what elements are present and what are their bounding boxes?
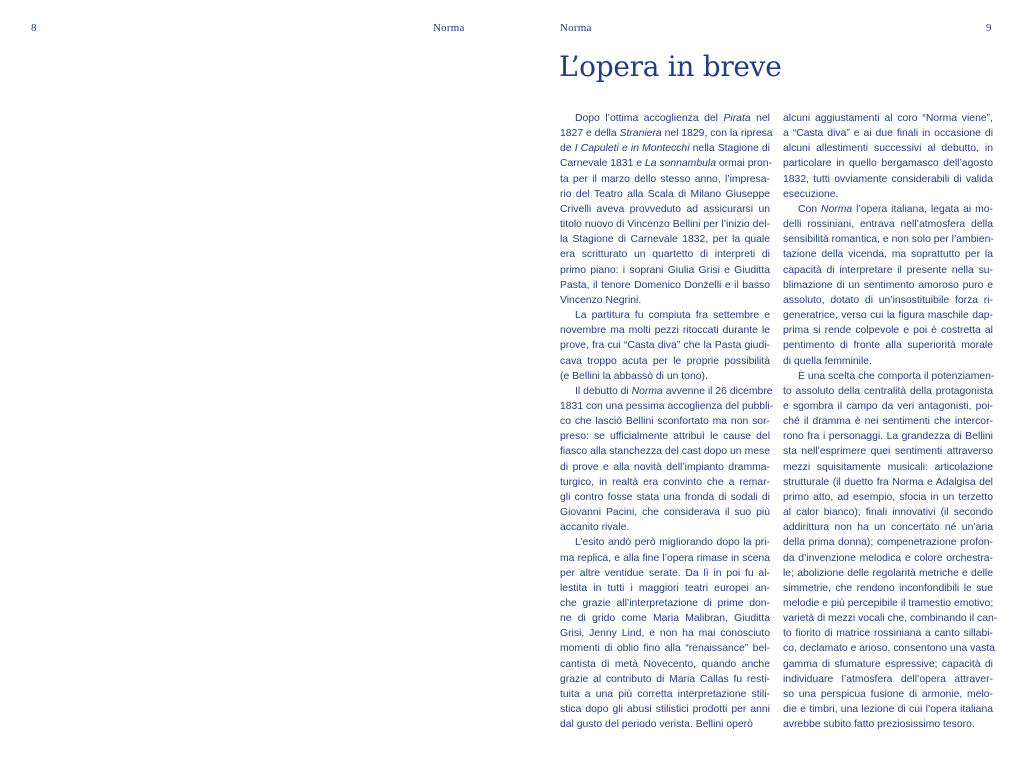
text-line (560, 369, 770, 384)
text-line (783, 520, 993, 535)
text-line (560, 611, 770, 626)
text-segment: di prove e alla novità dell’impianto dramma- (560, 461, 770, 473)
text-line (783, 551, 993, 566)
text-line (560, 581, 770, 596)
text-line (783, 460, 993, 475)
text-segment: Carnevale 1831 e (560, 158, 645, 170)
text-line (783, 187, 993, 202)
text-line (560, 399, 774, 414)
text-segment: Pasta, il tenore Domenico Donzelli e il basso (560, 279, 770, 291)
text-line (783, 338, 993, 353)
text-line (783, 717, 993, 732)
italic-title: Straniera (619, 128, 662, 140)
text-line (783, 172, 993, 187)
text-segment: de (560, 143, 575, 155)
text-segment: to assoluto della centralità della protagonista (783, 385, 993, 397)
text-line (560, 444, 770, 459)
text-segment: to fiorito di matrice rossiniana a canto sillabi- (783, 628, 993, 640)
text-line (783, 384, 993, 399)
text-line (560, 278, 770, 293)
text-segment: gli contro fosse stata una fronda di sodali di (560, 491, 770, 503)
text-line (560, 187, 770, 202)
text-segment: prove, fra cui “Casta diva” che la Pasta giudi- (560, 340, 770, 352)
text-segment: novembre ma molti pezzi ritoccati durante le (560, 325, 770, 337)
text-line (560, 263, 770, 278)
text-segment: assoluto, dotato di un’insostituibile forza ri- (783, 294, 993, 306)
text-segment: simmetrie, che rendono inconfondibili le sue (783, 582, 993, 594)
text-segment: titolo nuovo di Vincenzo Bellini per l’inizio del- (560, 219, 770, 231)
text-segment: fiasco alla stanchezza del cast dopo un mese (560, 446, 770, 458)
text-segment: avrebbe subito fatto preziosissimo tesoro. (783, 719, 975, 731)
text-segment: era scritturato un quartetto di interpreti di (560, 249, 770, 261)
text-line (783, 354, 993, 369)
text-segment: particolare in quello bergamasco dell’agosto (783, 158, 993, 170)
text-segment: prima si rende colpevole e poi è costretta al (783, 325, 993, 337)
text-line (783, 490, 993, 505)
text-segment: 1831 con una pessima accoglienza del pubbli- (560, 400, 774, 412)
text-segment: gamma di sfumature espressive; capacità di (783, 658, 993, 670)
text-line (783, 232, 993, 247)
text-line (560, 429, 770, 444)
text-line (783, 399, 993, 414)
text-segment: turgico, in realtà era convinto che a remar- (560, 476, 770, 488)
text-segment: die e timbri, una lezione di cui l’opera italiana (783, 704, 993, 716)
text-line (783, 611, 998, 626)
text-line (560, 293, 770, 308)
text-line (560, 702, 770, 717)
text-segment: 1832, tutti ovviamente considerabili di valida (783, 173, 993, 185)
text-segment: alcuni allestimenti successivi al debutto, in (783, 143, 993, 155)
text-line (560, 687, 770, 702)
text-segment: le; abolizione delle regolarità metriche e delle (783, 567, 993, 579)
text-line (560, 141, 770, 156)
text-line (560, 247, 770, 262)
text-segment: tuita a una più corretta interpretazione stili- (560, 688, 770, 700)
text-segment: Dopo l’ottima accoglienza del (575, 113, 724, 124)
text-line (560, 172, 770, 187)
text-segment: Grisi, Jenny Lind, e non ha mai conosciuto (560, 628, 770, 640)
text-segment: avvenne il 26 dicembre (662, 385, 773, 397)
text-segment: e sgombra il campo da veri antagonisti, poi- (783, 400, 993, 412)
text-segment: delli rossiniani, entrava nell’atmosfera della (783, 219, 993, 231)
text-line (560, 535, 770, 550)
right-running-head: Norma (560, 22, 592, 34)
text-line (560, 551, 770, 566)
text-segment: strutturale (il duetto fra Norma e Adalgisa del (783, 476, 993, 488)
text-segment: stica dopo gli abusi stilistici prodotti per anni (560, 704, 770, 716)
text-line (783, 263, 993, 278)
text-segment: Vincenzo Negrini. (560, 294, 642, 306)
text-column-left (560, 111, 774, 732)
text-line (783, 626, 993, 641)
text-line (783, 702, 993, 717)
text-line (783, 657, 993, 672)
text-line (560, 505, 770, 520)
text-segment: varietà di mezzi vocali che, combinando il can- (783, 613, 998, 625)
text-segment: dal gusto del periodo verista. Bellini operò (560, 719, 753, 731)
text-line (783, 202, 993, 217)
text-segment: tazione della vicenda, ma soprattutto per la (783, 249, 993, 261)
text-segment: ormai pron- (715, 158, 772, 170)
text-line (560, 111, 770, 126)
text-segment: cantista di metà Novecento, quando anche (560, 658, 770, 670)
text-line (560, 156, 770, 171)
text-line (560, 641, 770, 656)
text-line (783, 535, 993, 550)
text-line (783, 687, 993, 702)
text-line (783, 566, 993, 581)
text-line (560, 217, 770, 232)
left-page-number: 8 (31, 22, 37, 34)
text-line (783, 641, 993, 656)
text-segment: Il debutto di (575, 385, 632, 397)
text-segment: nel (750, 113, 770, 124)
text-segment: primo atto, ad esempio, sfocia in un terzetto (783, 491, 993, 503)
text-segment: pentimento di fronte alla superiorità morale (783, 340, 993, 352)
text-line (783, 369, 993, 384)
text-line (783, 278, 993, 293)
text-segment: blimazione di un sentimento amoroso puro e (783, 279, 993, 291)
text-line (783, 217, 993, 232)
text-segment: rio del Teatro alla Scala di Milano Giuseppe (560, 188, 770, 200)
text-line (783, 141, 993, 156)
italic-title: Norma (631, 385, 663, 397)
text-segment: cava troppo acuta per le proprie possibilità (560, 355, 770, 367)
text-line (560, 475, 770, 490)
text-line (783, 596, 993, 611)
text-line (560, 596, 770, 611)
text-line (560, 490, 770, 505)
text-line (783, 429, 993, 444)
left-running-head: Norma (433, 22, 465, 34)
text-segment: Giovanni Pacini, che considerava il suo più (560, 507, 770, 519)
text-segment: sensibilità romantica, e non solo per l’ambien- (783, 234, 994, 246)
text-segment: esecuzione. (783, 188, 839, 200)
text-line (560, 232, 770, 247)
text-segment: È una scelta che comporta il potenziamen- (798, 370, 995, 382)
italic-title: Pirata (723, 113, 751, 124)
text-segment: La partitura fu compiuta fra settembre e (575, 310, 770, 322)
text-segment: lestita in tutti i maggiori teatri europei an- (560, 582, 770, 594)
text-segment: preso: se ufficialmente attribuì le cause del (560, 431, 770, 443)
text-segment: sta nell’esprimere quei sentimenti attraverso (783, 446, 993, 458)
text-segment: ma replica, e alla fine l’opera rimase in scena (560, 552, 770, 564)
page-title: L’opera in breve (559, 50, 782, 83)
text-segment: primo piano: i soprani Giulia Grisi e Giuditta (560, 264, 770, 276)
text-line (560, 717, 770, 732)
text-line (783, 156, 993, 171)
text-segment: ta per il marzo dello stesso anno, l’impresa- (560, 173, 770, 185)
text-line (783, 414, 993, 429)
text-segment: accanito rivale. (560, 522, 630, 534)
text-segment: Crivelli aveva provveduto ad assicurarsi un (560, 203, 770, 215)
text-segment: ne di grido come Maria Malibran, Giuditta (560, 613, 770, 625)
text-segment: addirittura non ha un concertato né un’aria (783, 522, 993, 534)
text-segment: Con (798, 203, 821, 215)
text-segment: al calor bianco); finali innovativi (il secondo (783, 507, 993, 519)
text-segment: individuare l’atmosfera dell’opera attraver- (783, 673, 993, 685)
text-line (560, 323, 770, 338)
text-line (560, 626, 770, 641)
italic-title: La sonnambula (644, 158, 716, 170)
text-segment: so una perspicua fusione di armonie, melo- (783, 688, 993, 700)
text-line (560, 414, 770, 429)
text-line (560, 202, 770, 217)
text-line (560, 354, 770, 369)
text-segment: l’opera italiana, legata ai mo- (852, 203, 994, 215)
text-line (560, 672, 770, 687)
text-line (783, 308, 993, 323)
text-line (560, 308, 770, 323)
text-segment: co che lasciò Bellini sconfortato ma non sor- (560, 416, 770, 428)
text-segment: (e Bellini la abbassò di un tono). (560, 370, 708, 382)
text-line (560, 657, 770, 672)
italic-title: I Capuleti e in Montecchi (574, 143, 690, 155)
text-line (560, 126, 773, 141)
text-line (560, 384, 773, 399)
text-segment: nel 1829, con la ripresa (661, 128, 773, 140)
text-line (560, 338, 770, 353)
text-column-right (783, 111, 998, 732)
text-segment: alcuni aggiustamenti al coro “Norma viene”, (783, 113, 993, 124)
text-line (783, 505, 993, 520)
text-line (560, 520, 770, 535)
text-segment: la Stagione di Carnevale 1832, per la quale (560, 234, 770, 246)
text-segment: capacità di interpretare il presente nella su- (783, 264, 993, 276)
text-segment: nella Stagione di (689, 143, 770, 155)
text-segment: ché il dramma è nei sentimenti che intercor- (783, 416, 993, 428)
text-segment: generatrice, verso cui la figura maschile dap- (783, 310, 993, 322)
text-segment: di quella femminile. (783, 355, 872, 367)
text-line (783, 581, 993, 596)
text-line (783, 293, 993, 308)
text-line (783, 323, 993, 338)
text-segment: mezzi squisitamente musicali: articolazione (783, 461, 993, 473)
text-segment: che grazie all’interpretazione di prime don- (560, 598, 770, 609)
text-segment: rono fra i personaggi. La grandezza di Bellini (783, 431, 993, 443)
text-segment: della prima donna); compenetrazione profon- (783, 537, 993, 549)
text-line (783, 247, 993, 262)
text-line (783, 444, 993, 459)
text-line (560, 566, 770, 581)
text-segment: momenti di oblio fino alla “renaissance” bel- (560, 643, 770, 655)
text-segment: da d’invenzione melodica e colore orchestra- (783, 552, 993, 564)
italic-title: Norma (820, 203, 853, 215)
text-line (783, 475, 993, 490)
text-segment: per altre ventidue serate. Da lì in poi fu al- (560, 567, 770, 579)
text-segment: 1827 e della (560, 128, 620, 140)
right-page-number: 9 (986, 22, 992, 34)
text-line (783, 126, 993, 141)
text-line (783, 672, 993, 687)
text-line (560, 460, 770, 475)
text-segment: co, declamato e arioso, consentono una vasta (783, 643, 995, 655)
text-segment: L’esito andò però migliorando dopo la pri- (575, 537, 770, 549)
text-segment: grazie al contributo di Maria Callas fu resti- (560, 673, 770, 685)
text-line (783, 111, 993, 126)
text-segment: a “Casta diva” e ai due finali in occasione di (783, 128, 993, 140)
text-segment: melodie e più percepibile il tramestio emotivo; (783, 598, 994, 609)
